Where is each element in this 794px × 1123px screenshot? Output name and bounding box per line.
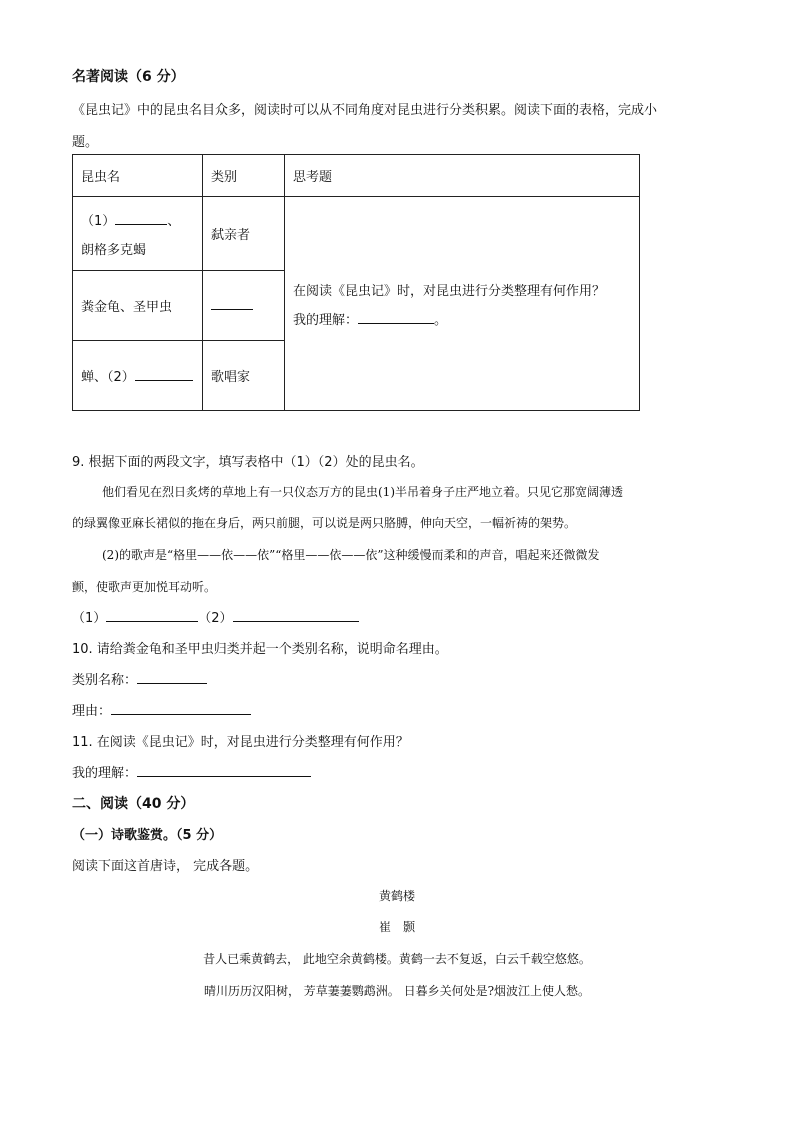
poem-line-1: 昔人已乘黄鹤去， 此地空余黄鹤楼。黄鹤一去不复返，白云千载空悠悠。 [203, 952, 591, 966]
answer-label-2: （2） [198, 611, 233, 626]
q10-title: 10. 请给粪金龟和圣甲虫归类并起一个类别名称，说明命名理由。 [72, 642, 448, 657]
q9-answer-row [72, 607, 359, 626]
row2-category-cell [203, 271, 285, 341]
q9-title: 9. 根据下面的两段文字，填写表格中（1）（2）处的昆虫名。 [72, 455, 424, 470]
answer-blank-1[interactable] [106, 609, 198, 622]
row1-insect-cell [73, 197, 203, 271]
q11-answer-blank[interactable] [137, 764, 311, 777]
header-insect-name: 昆虫名 [73, 155, 203, 197]
category-label: 类别名称： [72, 673, 138, 688]
row1-name-line2: 朗格多克蝎 [81, 242, 147, 258]
question-blank[interactable] [358, 311, 434, 324]
reason-blank[interactable] [111, 702, 251, 715]
question-cell [285, 197, 640, 411]
passage1-line-1: 他们看见在烈日炙烤的草地上有一只仪态万方的昆虫(1)半吊着身子庄严地立着。只见它那宽阔薄透 [102, 485, 624, 499]
row1-prefix: （1） [81, 213, 116, 229]
passage1-line-2: 的绿翼像亚麻长裙似的拖在身后，两只前腿，可以说是两只胳膊，伸向天空，一幅祈祷的架势。 [72, 516, 577, 530]
row3-category: 歌唱家 [203, 341, 285, 411]
row3-prefix: 蝉、（2） [81, 370, 135, 385]
row2-insect-cell: 粪金龟、圣甲虫 [73, 271, 203, 341]
sub1-title: （一）诗歌鉴赏。（5 分） [72, 828, 223, 843]
question-line-1: 在阅读《昆虫记》时，对昆虫进行分类整理有何作用？ [293, 283, 606, 299]
q10-category-row [72, 669, 207, 688]
header-question: 思考题 [285, 155, 640, 197]
q10-reason-row [72, 700, 251, 719]
q11-title: 11. 在阅读《昆虫记》时，对昆虫进行分类整理有何作用？ [72, 735, 409, 750]
section-title: 名著阅读（6 分） [72, 69, 185, 85]
blank-2[interactable] [135, 368, 193, 381]
part2-title: 二、阅读（40 分） [72, 796, 195, 812]
poem-title: 黄鹤楼 [378, 889, 415, 903]
row1-suffix: 、 [167, 213, 181, 229]
q11-answer-row [72, 762, 311, 781]
category-blank[interactable] [137, 671, 207, 684]
poem-author: 崔 颢 [378, 920, 415, 934]
blank-1[interactable] [115, 212, 167, 225]
insect-table [72, 154, 640, 411]
sub1-intro: 阅读下面这首唐诗， 完成各题。 [72, 859, 259, 874]
answer-blank-2[interactable] [233, 609, 359, 622]
answer-label-1: （1） [72, 611, 107, 626]
reason-label: 理由： [72, 704, 112, 719]
intro-line-1: 《昆虫记》中的昆虫名目众多，阅读时可以从不同角度对昆虫进行分类积累。阅读下面的表格，完成小 [72, 103, 658, 118]
row3-insect-cell [73, 341, 203, 411]
q11-answer-label: 我的理解： [72, 766, 138, 781]
passage2-line-1: (2)的歌声是“格里——依——依”“格里——依——依”这种缓慢而柔和的声音，唱起来还微微发 [102, 548, 600, 562]
passage2-line-2: 颤，使歌声更加悦耳动听。 [72, 580, 217, 594]
question-prefix: 我的理解： [293, 312, 359, 328]
poem-line-2: 晴川历历汉阳树， 芳草萋萋鹦鹉洲。 日暮乡关何处是?烟波江上使人愁。 [203, 984, 591, 998]
row2-category-blank[interactable] [211, 297, 253, 310]
question-suffix: 。 [434, 312, 448, 328]
intro-line-2: 题。 [72, 135, 99, 150]
header-category: 类别 [203, 155, 285, 197]
row1-category: 弑亲者 [203, 197, 285, 271]
